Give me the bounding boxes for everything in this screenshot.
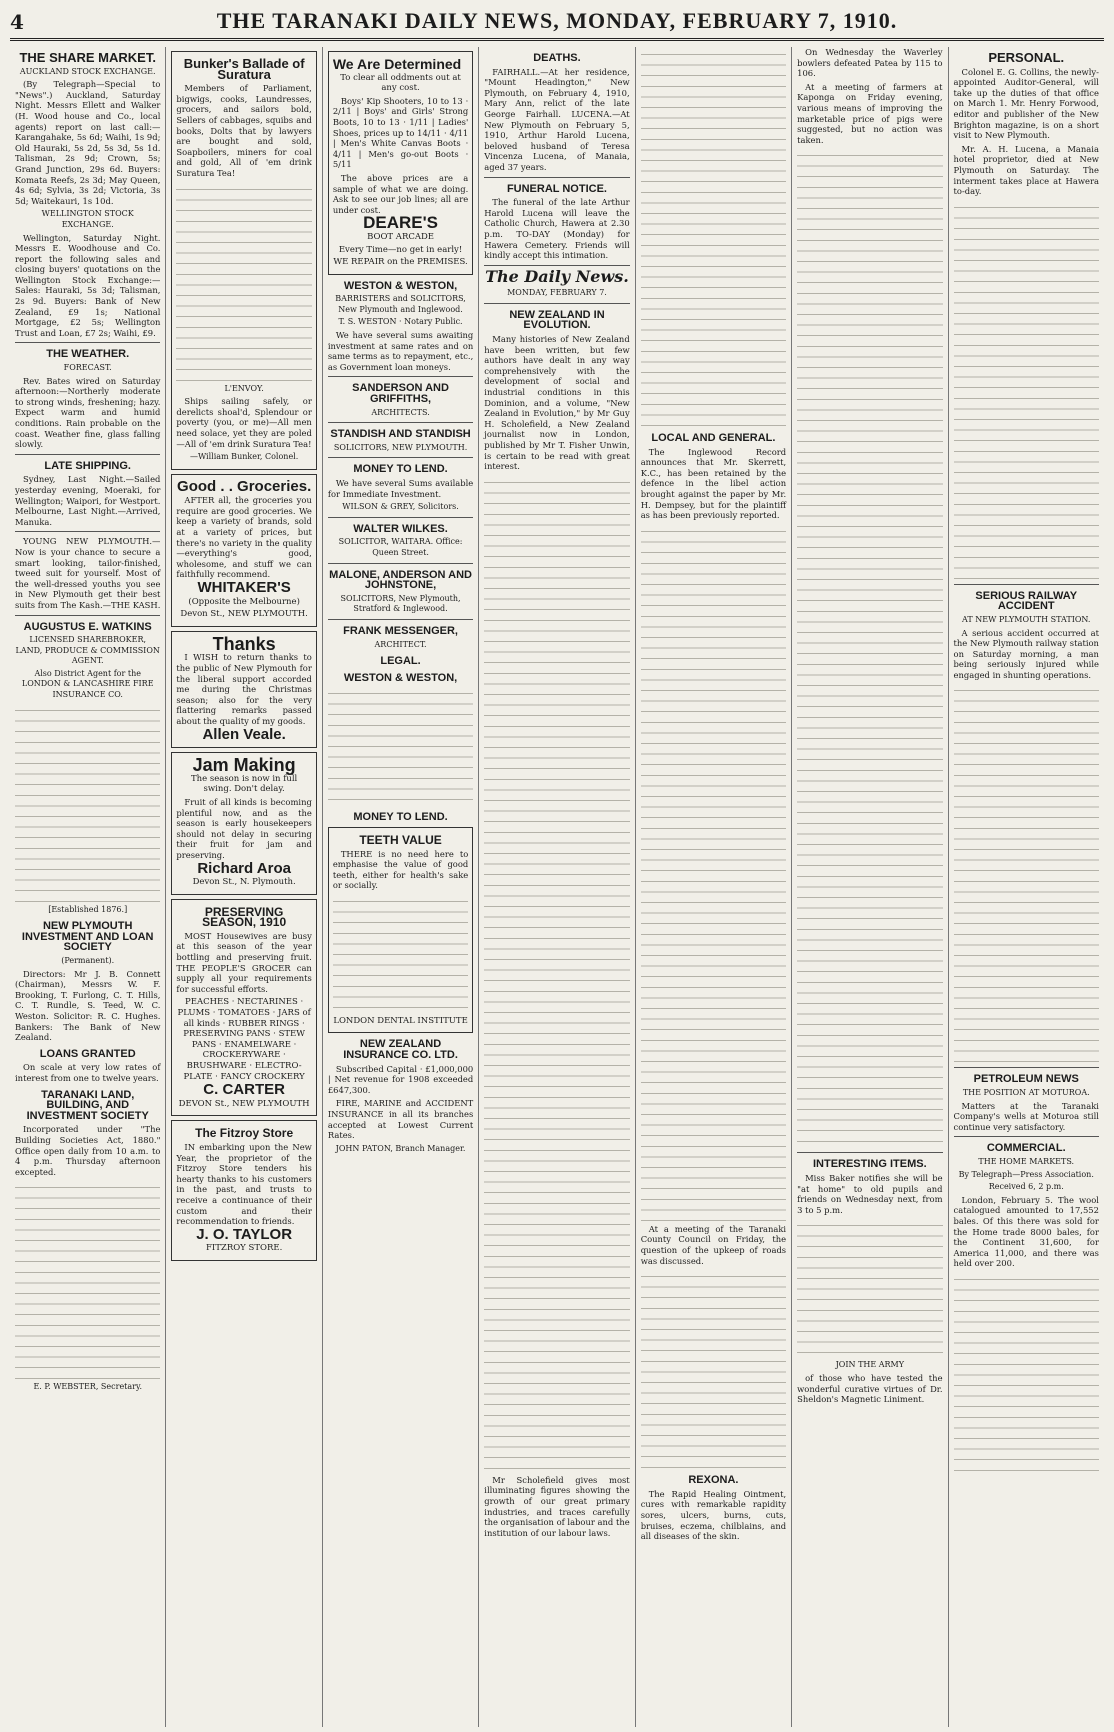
paton: JOHN PATON, Branch Manager.: [335, 1143, 466, 1153]
preserving-heading: PRESERVING SEASON, 1910: [202, 904, 287, 930]
personal-text-2: Mr. A. H. Lucena, a Manaia hotel proprietor, died at New Plymouth on Saturday. The interment takes place at Hawera to-day.: [953, 143, 1099, 197]
share-market-heading: THE SHARE MARKET.: [19, 50, 156, 65]
army-heading: JOIN THE ARMY: [835, 1360, 905, 1370]
column-2: [166, 47, 322, 1727]
preserving-ad: [171, 899, 316, 1117]
agent-extra: Also District Agent for the LONDON & LANCASHIRE FIRE INSURANCE CO.: [21, 668, 154, 700]
good-groceries-ad: [171, 474, 316, 627]
frank-heading: FRANK MESSENGER,: [343, 624, 458, 637]
sanderson-sub: ARCHITECTS.: [371, 407, 430, 417]
nzins-heading: NEW ZEALAND INSURANCE CO. LTD.: [343, 1038, 458, 1062]
envoy-text: Ships sailing safely, or derelicts shoal'd, Splendour or poverty (you, or me)—All men need solace, yet they are poled—All of 'em drink Suratura Tea!: [176, 396, 312, 449]
we-note: The above prices are a sample of what we are doing. Ask to see our job lines; all are under cost.: [332, 172, 469, 215]
funeral-heading: FUNERAL NOTICE.: [506, 182, 607, 195]
land-heading: TARANAKI LAND, BUILDING, AND INVESTMENT SOCIETY: [26, 1088, 149, 1122]
text-filler: [954, 1272, 1099, 1472]
column-7: [949, 47, 1104, 1727]
shipping-heading: LATE SHIPPING.: [44, 459, 131, 472]
we-list: Boys' Kip Shooters, 10 to 13 · 2/11 | Boys' and Girls' Strong Boots, 10 to 13 · 1/11 | Ladies' Shoes, prices up to 14/11 · 4/11 | Men's White Canvas Boots · 4/11 | Men's go-out Boots · 5/11: [332, 95, 469, 170]
whitakers-address: Devon St., NEW PLYMOUTH.: [180, 609, 308, 620]
masthead: [10, 8, 1104, 41]
thanks-heading: Thanks: [212, 633, 276, 654]
text-filler: [954, 683, 1099, 1063]
bunker-poem: Members of Parliament, bigwigs, cooks, Laundresses, grocers, and sailors bold, Sellers of cabbages, squibs and books, Dolts that by lawyers are bought and sold, Soapboilers, miners for coal and gold, All of 'em drink Suratura Tea!: [176, 83, 312, 178]
nzins-fire: FIRE, MARINE and ACCIDENT INSURANCE in all its branches accepted at Lowest Current Rates.: [327, 1098, 474, 1141]
we-text: To clear all oddments out at any cost.: [340, 72, 461, 94]
column-6: [792, 47, 948, 1727]
money-heading: MONEY TO LEND.: [353, 463, 448, 476]
weston-text: We have several sums awaiting investment at same rates and on same terms as to repayment, etc., as Government loan moneys.: [327, 330, 474, 372]
interesting-heading: INTERESTING ITEMS.: [812, 1158, 927, 1171]
bunker-title: Bunker's Ballade of Suratura: [183, 56, 305, 82]
teeth-ad: [328, 827, 473, 1034]
loans-heading: LOANS GRANTED: [39, 1047, 136, 1060]
home-text: London, February 5. The wool catalogued amounted to 17,552 bales. Of this there was sold for the Home trade 8000 bales, for the Continent 31,600, for America 11,000, and there was held over 200.: [953, 1194, 1099, 1269]
kaponga-text: At a meeting of farmers at Kaponga on Friday evening, various means of improving the marketable price of pigs were suggested, but no action was taken.: [797, 81, 943, 145]
jam-making-ad: [171, 752, 316, 895]
petroleum-text: Matters at the Taranaki Company's wells at Moturoa still continue very satisfactory.: [953, 1100, 1099, 1132]
text-filler: [954, 200, 1099, 580]
whitakers-sub: (Opposite the Melbourne): [188, 596, 300, 607]
richard-address: Devon St., N. Plymouth.: [192, 877, 296, 888]
bunker-author: —William Bunker, Colonel.: [189, 452, 299, 462]
young-text: YOUNG NEW PLYMOUTH.—Now is your chance to secure a smart looking, tailor-finished, tweed suit for yourself. Most of the well-dressed youths you see in New Plymouth get their best suits from The Kash.—THE KASH.: [15, 536, 161, 610]
frank-sub: ARCHITECT.: [374, 639, 427, 649]
home-markets: THE HOME MARKETS.: [978, 1157, 1075, 1167]
preserving-list: PEACHES · NECTARINES · PLUMS · TOMATOES · JARS of all kinds · RUBBER RINGS · PRESERVING PANS · STEW PANS · ENAMELWARE · CROCKERYWARE · BRUSHWARE · ELECTRO-PLATE · FANCY CROCKERY: [177, 997, 311, 1082]
column-5: [636, 47, 792, 1727]
teeth-text: THERE is no need here to emphasise the value of good teeth, either for health's sake or socially.: [332, 848, 469, 891]
shipping-text: Sydney, Last Night.—Sailed yesterday evening, Moeraki, for Wellington; Waipori, for Westport. Melbourne, Last Night.—Arrived, Manuka.: [15, 474, 161, 527]
column-3: [323, 47, 479, 1727]
whitakers-heading: WHITAKER'S: [197, 579, 291, 597]
issue-date: MONDAY, FEBRUARY 7.: [507, 288, 607, 298]
text-filler: [333, 894, 468, 1014]
agent-text: LICENSED SHAREBROKER, LAND, PRODUCE & COMMISSION AGENT.: [15, 635, 160, 666]
auckland-heading: AUCKLAND STOCK EXCHANGE.: [19, 66, 156, 76]
land-text: Incorporated under "The Building Societies Act, 1880." Office open daily from 10 a.m. to 4 p.m. Thursday afternoon excepted.: [15, 1124, 161, 1177]
deaths-text: FAIRHALL.—At her residence, "Mount Headington," New Plymouth, on February 4, 1910, Mary Ann, relict of the late George Fairhall. LUCENA.—At New Plymouth on February 5, 1910, Arthur Harold Lucena, beloved husband of Teresa Vincenza Lucena, of Manaia, aged 37 years.: [484, 66, 630, 172]
rexona-text: The Rapid Healing Ointment, cures with remarkable rapidity sores, ulcers, burns, cuts, bruises, eczema, chilblains, and all diseases of the skin.: [640, 1488, 787, 1542]
home-sub: By Telegraph—Press Association.: [958, 1169, 1094, 1179]
column-4: [479, 47, 635, 1727]
nzins-text: Subscribed Capital · £1,000,000 | Net revenue for 1908 exceeded £647,300.: [327, 1063, 474, 1095]
we-are-heading: We Are Determined: [332, 56, 462, 72]
carter-address: DEVON St., NEW PLYMOUTH: [178, 1098, 310, 1109]
standish-heading: STANDISH AND STANDISH: [330, 428, 471, 441]
thanks-text: I WISH to return thanks to the public of New Plymouth for the liberal support accorded me during the Christmas season; also for the very flattering remarks passed about the quality of my goods.: [176, 652, 312, 726]
sanderson-heading: SANDERSON AND GRIFFITHS,: [352, 382, 449, 406]
malone-sub: SOLICITORS, New Plymouth, Stratford & Inglewood.: [340, 593, 461, 614]
railway-heading: SERIOUS RAILWAY ACCIDENT: [975, 589, 1078, 613]
text-filler: [797, 148, 942, 1148]
money2-heading: MONEY TO LEND.: [353, 811, 448, 824]
fitzroy-text: IN embarking upon the New Year, the proprietor of the Fitzroy Store tenders his hearty thanks to his customers in the past, and trusts to receive a continuance of their custom and their recommendation to friends.: [176, 1141, 312, 1227]
deares-note: Every Time—no get in early!: [338, 244, 463, 255]
nz-evolution-heading: NEW ZEALAND IN EVOLUTION.: [509, 308, 605, 332]
thanks-ad: [171, 631, 316, 748]
text-filler: [484, 475, 629, 1475]
taylor-sub: FITZROY STORE.: [205, 1243, 283, 1254]
preserving-text: MOST Housewives are busy at this season of the year bottling and preserving fruit. THE PEOPLE'S GROCER can supply all your requirements for successful efforts.: [176, 930, 312, 994]
deares-ad: [328, 51, 473, 275]
nz-evolution-text-2: Mr Scholefield gives most illuminating figures showing the growth of our great primary industries, and traces carefully the organisation of labour and the institution of our labour laws.: [484, 1474, 630, 1538]
agent-name: AUGUSTUS E. WATKINS: [23, 620, 152, 633]
richard-aroa: Richard Aroa: [197, 859, 291, 877]
walter-heading: WALTER WILKES.: [353, 522, 448, 535]
deares-heading: DEARE'S: [363, 213, 438, 233]
jam-heading: Jam Making: [192, 755, 296, 776]
good-groceries-heading: Good . . Groceries.: [177, 477, 312, 495]
text-filler: [641, 47, 786, 427]
personal-heading: PERSONAL.: [988, 50, 1065, 65]
interesting-text: Miss Baker notifies she will be "at home" to old pupils and friends on Wednesday next, from 3 to 5 p.m.: [797, 1172, 943, 1215]
text-filler: [797, 1218, 942, 1358]
teeth-heading: TEETH VALUE: [359, 832, 442, 847]
rexona-heading: REXONA.: [688, 1474, 739, 1487]
bunker-ballade: [171, 51, 316, 470]
home-date: Received 6, 2 p.m.: [988, 1182, 1064, 1192]
columns: [10, 47, 1104, 1727]
taylor-heading: J. O. TAYLOR: [196, 1225, 293, 1243]
forecast-heading: FORECAST.: [63, 363, 112, 373]
weather-text: Rev. Bates wired on Saturday afternoon:—Northerly moderate to strong winds, freshening; hazy. Expect warm and humid conditions. Rain probable on the coast. Weather fine, glass falling slowly.: [15, 375, 161, 450]
standish-sub: SOLICITORS, NEW PLYMOUTH.: [333, 442, 468, 452]
invest-text: Directors: Mr J. B. Connett (Chairman), Messrs W. F. Brooking, T. Furlong, C. T. Hills, C. T. Rundle, S. Teed, W. C. Weston. Solicitor: R. C. Hughes. Bankers: The Bank of New Zealand.: [15, 968, 161, 1043]
petroleum-heading: PETROLEUM NEWS: [973, 1073, 1079, 1086]
weston-sub: BARRISTERS and SOLICITORS, New Plymouth and Inglewood.: [335, 294, 466, 314]
text-filler: [176, 182, 311, 382]
railway-sub: AT NEW PLYMOUTH STATION.: [962, 614, 1091, 624]
petroleum-sub: THE POSITION AT MOTUROA.: [962, 1088, 1090, 1098]
allen-veale: Allen Veale.: [202, 725, 286, 743]
loans-text: On scale at very low rates of interest from one to twelve years.: [15, 1062, 161, 1083]
deaths-heading: DEATHS.: [533, 52, 581, 64]
column-1: [10, 47, 166, 1727]
good-groceries-text: AFTER all, the groceries you require are good groceries. We keep a variety of brands, sold at a variety of prices, but there's no variety in the quality—everything's good, wholesome, and stuff we can faithfully recommend.: [176, 495, 312, 580]
wilson-grey: WILSON & GREY, Solicitors.: [342, 502, 459, 512]
local-text: The Inglewood Record announces that Mr. Skerrett, K.C., has been retained by the defence in the libel action brought against the paper by Mr. H. Dempsey, but for the plaintiff as has been previously reported.: [640, 446, 787, 521]
fitzroy-heading: The Fitzroy Store: [195, 1126, 294, 1141]
railway-text: A serious accident occurred at the New Plymouth railway station on Saturday morning, a man being seriously injured while engaged in shunting operations.: [953, 627, 1099, 680]
commercial-heading: COMMERCIAL.: [986, 1142, 1066, 1155]
daily-news-heading: The Daily News.: [485, 266, 629, 286]
jam-text: Fruit of all kinds is becoming plentiful now, and as the season is early housekeepers should not delay in securing their fruit for jam and preserving.: [176, 796, 312, 860]
auckland-text: (By Telegraph—Special to "News".) Auckland, Saturday Night. Messrs Ellett and Walker (H. Wood house and Co., local agents) report on last call:—Karangahake, 5s 6d; Waihi, 1s 9d; Old Hauraki, 5s 2d, 5s 3d, 5s 1d. Talisman, 2s 9d; Crown, 5s; Grand Junction, 29s 6d. Buyers: Komata Reefs, 2s 3d; May Queen, 4s 6d; Sylvia, 3s 2d; Victoria, 3s 5d; Waitekauri, 1s 10d.: [15, 79, 161, 206]
text-filler: [641, 1269, 786, 1469]
invest-sub: (Permanent).: [61, 956, 115, 966]
invest-heading: NEW PLYMOUTH INVESTMENT AND LOAN SOCIETY: [21, 920, 154, 954]
funeral-text: The funeral of the late Arthur Harold Lucena will leave the Catholic Church, Hawera at 2.30 p.m. TO-DAY (Monday) for Hawera Cemetery. Friends will kindly accept this intimation.: [484, 197, 630, 261]
walter-sub: SOLICITOR, WAITARA. Office: Queen Street.: [338, 537, 463, 557]
text-filler: [641, 524, 786, 1224]
malone-heading: MALONE, ANDERSON AND JOHNSTONE,: [329, 568, 472, 592]
fitzroy-ad: [171, 1120, 316, 1261]
wellington-heading: WELLINGTON STOCK EXCHANGE.: [41, 209, 134, 229]
personal-text: Colonel E. G. Collins, the newly-appointed Auditor-General, will take up the duties of that office on March 1. Mr. Henry Forwood, editor and publisher of the New Brighton magazine, is on a short visit to New Plymouth.: [953, 66, 1099, 141]
waverley-text: On Wednesday the Waverley bowlers defeated Patea by 115 to 106.: [797, 47, 943, 79]
weston-heading: WESTON & WESTON,: [343, 279, 458, 292]
deares-repair: WE REPAIR on the PREMISES.: [333, 257, 468, 268]
jam-side: The season is now in full swing. Don't delay.: [190, 773, 298, 795]
text-filler: [15, 703, 160, 903]
envoy-heading: L'ENVOY.: [224, 383, 264, 393]
carter-heading: C. CARTER: [203, 1081, 285, 1099]
wellington-text: Wellington, Saturday Night. Messrs E. Woodhouse and Co. report the following sales and closing buyers' quotations on the Wellington Stock Exchange:—Sales: Hauraki, 5s 3d; Talisman, 2s 9d. Buyers: Bank of New Zealand, £9 1s; National Mortgage, £2 5s; Wellington Trust and Loan, £7 2s; Waihi, £9.: [15, 232, 161, 338]
text-filler: [15, 1180, 160, 1380]
text-filler: [328, 686, 473, 806]
nz-evolution-text: Many histories of New Zealand have been written, but few authors have dealt in any way comprehensively with the development of social and industrial conditions in this Dominion, and a volume, "New Zealand in Evolution," by Mr Guy H. Scholefield, a New Zealand journalist now in London, published by Mr T. Fisher Unwin, is certain to be read with great interest.: [484, 334, 630, 472]
weston2-heading: WESTON & WESTON,: [343, 671, 458, 684]
secretary: E. P. WEBSTER, Secretary.: [33, 1382, 142, 1392]
legal-heading: LEGAL.: [380, 655, 421, 668]
local-text-2: At a meeting of the Taranaki County Council on Friday, the question of the upkeep of roads was discussed.: [640, 1223, 787, 1266]
london-dental: LONDON DENTAL INSTITUTE: [333, 1015, 468, 1026]
ts-weston: T. S. WESTON · Notary Public.: [338, 317, 463, 327]
page-number: 4: [10, 10, 24, 34]
newspaper-title: THE TARANAKI DAILY NEWS, MONDAY, FEBRUARY 7, 1910.: [216, 8, 898, 33]
deares-sub: BOOT ARCADE: [367, 231, 435, 242]
army-text: of those who have tested the wonderful curative virtues of Dr. Sheldon's Magnetic Liniment.: [797, 1372, 943, 1405]
local-general-heading: LOCAL AND GENERAL.: [651, 432, 776, 444]
weather-heading: THE WEATHER.: [46, 348, 130, 361]
established: [Established 1876.]: [48, 904, 128, 914]
money-text: We have several Sums available for Immediate Investment.: [327, 478, 474, 499]
